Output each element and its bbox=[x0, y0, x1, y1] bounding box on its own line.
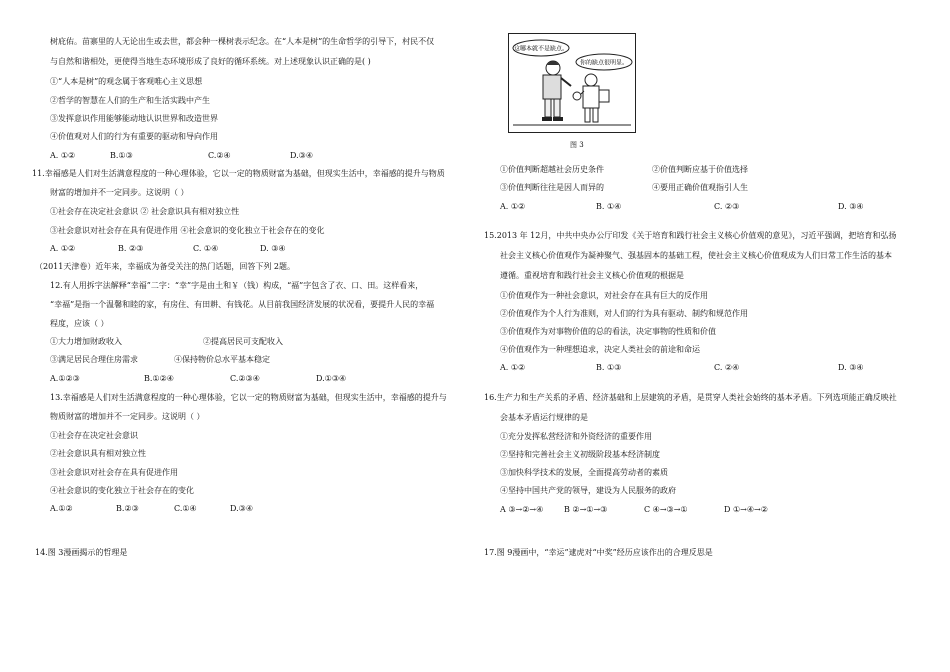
q13-stem-1: 13.幸福感是人们对生活满意程度的一种心理体验，它以一定的物质财富为基础，但现实生活中，幸福感的提升与 bbox=[50, 393, 447, 402]
q16-option-4: ④坚持中国共产党的领导，建设为人民服务的政府 bbox=[500, 486, 676, 495]
cartoon-figure bbox=[508, 33, 636, 133]
q12-stem-1: 12.有人用拆字法解释“幸福”二字：“幸”字是由土和￥（钱）构成，“福”字包含了衣、口、田。这样看来， bbox=[50, 281, 424, 290]
q12-answer-b: B.①②④ bbox=[144, 374, 174, 383]
q16-stem-2: 会基本矛盾运行规律的是 bbox=[500, 413, 588, 422]
q12-option-3: ③满足居民合理住房需求 bbox=[50, 355, 138, 364]
q15-answer-b: B. ①③ bbox=[596, 363, 622, 372]
q11-option-1: ①社会存在决定社会意识 ② 社会意识具有相对独立性 bbox=[50, 207, 240, 216]
q14-option-4: ④要用正确价值观指引人生 bbox=[652, 183, 748, 192]
speech-bubble-1: 这哪本就不是缺点。 bbox=[513, 45, 569, 53]
q11-option-2: ③社会意识对社会存在具有促进作用 ④社会意识的变化独立于社会存在的变化 bbox=[50, 226, 325, 235]
q12-stem-3: 程度，应该（ ） bbox=[50, 319, 109, 328]
q14-answer-c: C. ②③ bbox=[714, 202, 740, 211]
q10-answer-b: B.①③ bbox=[110, 151, 133, 160]
q16-option-2: ②坚持和完善社会主义初级阶段基本经济制度 bbox=[500, 450, 660, 459]
q13-option-2: ②社会意识具有相对独立性 bbox=[50, 449, 146, 458]
q15-stem-1: 15.2013 年 12月，中共中央办公厅印发《关于培育和践行社会主义核心价值观的意见》，习近平强调，把培育和弘扬 bbox=[484, 231, 897, 240]
q10-answer-a: A. ①② bbox=[50, 151, 76, 160]
q10-option-4: ④价值观对人们的行为有重要的驱动和导向作用 bbox=[50, 132, 218, 141]
q16-option-1: ①充分发挥私营经济和外资经济的重要作用 bbox=[500, 432, 652, 441]
q16-stem-1: 16.生产力和生产关系的矛盾、经济基础和上层建筑的矛盾，是贯穿人类社会始终的基本矛盾。下列选项能正确反映社 bbox=[484, 393, 897, 402]
q10-answer-c: C.②④ bbox=[208, 151, 231, 160]
q11-stem-2: 财富的增加并不一定同步。这说明（ ） bbox=[50, 188, 189, 197]
q14-stem: 14.图 3漫画揭示的哲理是 bbox=[35, 548, 128, 557]
intro-line-1: 树庇佑。苗寨里的人无论出生或去世，都会种一棵树表示纪念。在“人本是树”的生命哲学的引导下，村民不仅 bbox=[50, 37, 435, 46]
cartoon-illustration bbox=[509, 34, 635, 132]
q15-option-3: ③价值观作为对事物价值的总的看法，决定事物的性质和价值 bbox=[500, 327, 716, 336]
q13-stem-2: 物质财富的增加并不一定同步。这说明（ ） bbox=[50, 412, 205, 421]
q15-stem-2: 社会主义核心价值观作为凝神聚气、强基固本的基础工程，使社会主义核心价值观成为人们日常工作生活的基本 bbox=[500, 251, 892, 260]
q16-answer-c: C ④→③→① bbox=[644, 505, 688, 514]
intro-line-2: 与自然和谐相处，更使得当地生态环境形成了良好的循环系统。对上述现象认识正确的是( ) bbox=[50, 57, 371, 66]
q13-option-4: ④社会意识的变化独立于社会存在的变化 bbox=[50, 486, 194, 495]
q15-answer-c: C. ②④ bbox=[714, 363, 740, 372]
speech-bubble-2: 你的缺点很明显。 bbox=[579, 59, 629, 67]
q10-option-1: ①“人本是树”的观念属于客观唯心主义思想 bbox=[50, 77, 203, 86]
q14-answer-b: B. ①④ bbox=[596, 202, 622, 211]
q13-answer-a: A.①② bbox=[50, 504, 73, 513]
q16-answer-a: A ③→②→④ bbox=[500, 505, 544, 514]
q12-answer-d: D.①③④ bbox=[316, 374, 347, 383]
q17-stem: 17.图 9漫画中，“幸运”逮虎对“中奖”经历应该作出的合理反思是 bbox=[484, 548, 713, 557]
q10-option-3: ③发挥意识作用能够能动地认识世界和改造世界 bbox=[50, 114, 218, 123]
q13-answer-b: B.②③ bbox=[116, 504, 139, 513]
q12-answer-c: C.②③④ bbox=[230, 374, 260, 383]
figure-caption: 图 3 bbox=[570, 141, 584, 149]
q11-answer-d: D. ③④ bbox=[260, 244, 286, 253]
q15-stem-3: 遵循。重视培育和践行社会主义核心价值观的根据是 bbox=[500, 271, 684, 280]
q15-answer-a: A. ①② bbox=[500, 363, 526, 372]
q15-option-2: ②价值观作为个人行为准则，对人们的行为具有驱动、制约和规范作用 bbox=[500, 309, 748, 318]
q15-option-4: ④价值观作为一种理想追求，决定人类社会的前途和命运 bbox=[500, 345, 700, 354]
q16-answer-b: B ②→①→③ bbox=[564, 505, 608, 514]
q10-option-2: ②哲学的智慧在人们的生产和生活实践中产生 bbox=[50, 96, 210, 105]
q12-option-4: ④保持物价总水平基本稳定 bbox=[174, 355, 270, 364]
q12-option-2: ②提高居民可支配收入 bbox=[203, 337, 283, 346]
q16-answer-d: D ①→④→② bbox=[724, 505, 768, 514]
q11-answer-c: C. ①④ bbox=[193, 244, 219, 253]
q14-answer-a: A. ①② bbox=[500, 202, 526, 211]
q13-option-1: ①社会存在决定社会意识 bbox=[50, 431, 138, 440]
q11-answer-b: B. ②③ bbox=[118, 244, 144, 253]
q12-stem-2: “幸福”是指一个温馨和睦的家，有房住、有田耕、有钱花。从目前我国经济发展的状况看，要提升人民的幸福 bbox=[50, 300, 435, 309]
q11-answer-a: A. ①② bbox=[50, 244, 76, 253]
q15-answer-d: D. ③④ bbox=[838, 363, 864, 372]
q14-option-1: ①价值判断超越社会历史条件 bbox=[500, 165, 604, 174]
exam-note: （2011天津卷）近年来，幸福成为备受关注的热门话题，回答下列 2题。 bbox=[35, 262, 295, 271]
q10-answer-d: D.③④ bbox=[290, 151, 314, 160]
q12-answer-a: A.①②③ bbox=[50, 374, 80, 383]
q14-option-3: ③价值判断往往是因人而异的 bbox=[500, 183, 604, 192]
q13-answer-c: C.①④ bbox=[174, 504, 197, 513]
q12-option-1: ①大力增加财政收入 bbox=[50, 337, 122, 346]
q13-option-3: ③社会意识对社会存在具有促进作用 bbox=[50, 468, 178, 477]
q13-answer-d: D.③④ bbox=[230, 504, 254, 513]
q16-option-3: ③加快科学技术的发展，全面提高劳动者的素质 bbox=[500, 468, 668, 477]
q14-answer-d: D. ③④ bbox=[838, 202, 864, 211]
q15-option-1: ①价值观作为一种社会意识，对社会存在具有巨大的反作用 bbox=[500, 291, 708, 300]
q14-option-2: ②价值判断应基于价值选择 bbox=[652, 165, 748, 174]
q11-stem-1: 11.幸福感是人们对生活满意程度的一种心理体验，它以一定的物质财富为基础，但现实生活中，幸福感的提升与物质 bbox=[32, 169, 445, 178]
